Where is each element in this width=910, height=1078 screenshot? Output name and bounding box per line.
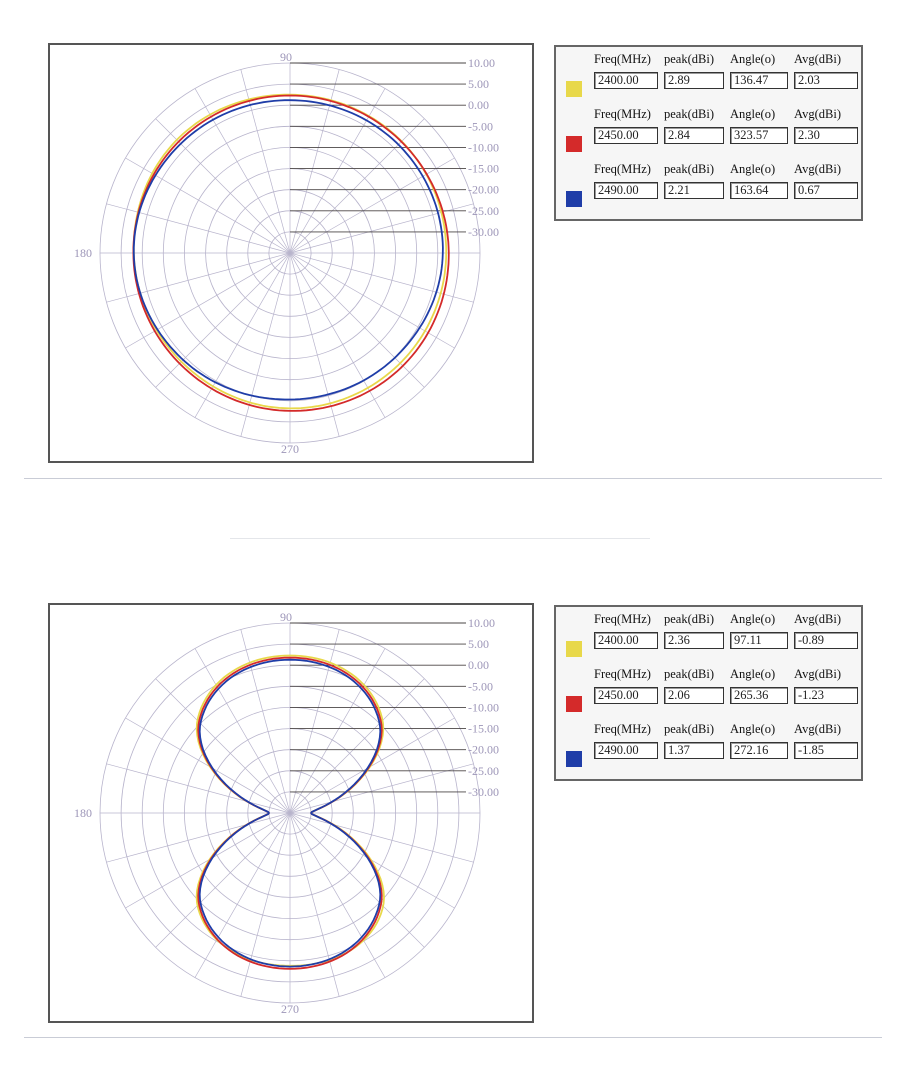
avg-value: -1.85 bbox=[794, 742, 858, 759]
r-tick-label: -25.00 bbox=[468, 203, 499, 218]
grid-spoke bbox=[156, 813, 290, 947]
freq-value: 2400.00 bbox=[594, 72, 658, 89]
r-tick-label: 10.00 bbox=[468, 56, 495, 70]
angle-value: 272.16 bbox=[730, 742, 788, 759]
avg-header: Avg(dBi) bbox=[794, 52, 841, 66]
series-color-swatch bbox=[566, 751, 582, 767]
angle-label: 270 bbox=[281, 1002, 299, 1016]
grid-spoke bbox=[290, 679, 424, 813]
freq-value: 2400.00 bbox=[594, 632, 658, 649]
freq-value: 2450.00 bbox=[594, 687, 658, 704]
peak-value: 2.21 bbox=[664, 182, 724, 199]
grid-spoke bbox=[107, 764, 291, 813]
peak-header: peak(dBi) bbox=[664, 722, 714, 736]
avg-value: 0.67 bbox=[794, 182, 858, 199]
freq-header: Freq(MHz) bbox=[594, 667, 651, 681]
freq-header: Freq(MHz) bbox=[594, 107, 651, 121]
angle-value: 136.47 bbox=[730, 72, 788, 89]
legend-header bbox=[594, 162, 864, 177]
freq-header: Freq(MHz) bbox=[594, 162, 651, 176]
angle-header: Angle(o) bbox=[730, 162, 776, 176]
peak-header: peak(dBi) bbox=[664, 667, 714, 681]
r-tick-label: -20.00 bbox=[468, 742, 499, 757]
r-tick-label: -30.00 bbox=[468, 784, 499, 799]
legend-panel-2 bbox=[554, 605, 863, 781]
angle-label: 270 bbox=[281, 442, 299, 456]
legend-group bbox=[566, 721, 855, 776]
peak-header: peak(dBi) bbox=[664, 52, 714, 66]
angle-header: Angle(o) bbox=[730, 667, 776, 681]
avg-header: Avg(dBi) bbox=[794, 667, 841, 681]
polar-plot-2 bbox=[48, 603, 534, 1023]
series-color-swatch bbox=[566, 696, 582, 712]
peak-value: 2.84 bbox=[664, 127, 724, 144]
r-tick-label: -5.00 bbox=[468, 119, 493, 134]
r-tick-label: -10.00 bbox=[468, 700, 499, 715]
peak-value: 2.36 bbox=[664, 632, 724, 649]
legend-header bbox=[594, 612, 864, 627]
angle-value: 265.36 bbox=[730, 687, 788, 704]
grid-spoke bbox=[156, 119, 290, 253]
legend-group bbox=[566, 666, 855, 721]
r-tick-label: -20.00 bbox=[468, 182, 499, 197]
angle-header: Angle(o) bbox=[730, 52, 776, 66]
series-color-swatch bbox=[566, 81, 582, 97]
r-tick-label: -10.00 bbox=[468, 140, 499, 155]
series-color-swatch bbox=[566, 641, 582, 657]
legend-group bbox=[566, 161, 855, 216]
series-color-swatch bbox=[566, 136, 582, 152]
avg-header: Avg(dBi) bbox=[794, 107, 841, 121]
legend-header bbox=[594, 722, 864, 737]
angle-label: 180 bbox=[74, 806, 92, 820]
freq-value: 2490.00 bbox=[594, 742, 658, 759]
r-tick-label: 5.00 bbox=[468, 637, 489, 652]
avg-value: -1.23 bbox=[794, 687, 858, 704]
peak-header: peak(dBi) bbox=[664, 107, 714, 121]
angle-value: 97.11 bbox=[730, 632, 788, 649]
angle-header: Angle(o) bbox=[730, 107, 776, 121]
polar-plot-1-svg bbox=[50, 45, 532, 461]
avg-header: Avg(dBi) bbox=[794, 612, 841, 626]
legend-header bbox=[594, 107, 864, 122]
r-tick-label: -5.00 bbox=[468, 679, 493, 694]
grid-spoke bbox=[107, 813, 291, 862]
r-tick-label: -25.00 bbox=[468, 763, 499, 778]
angle-label: 90 bbox=[280, 610, 292, 624]
legend-group bbox=[566, 51, 855, 106]
r-tick-label: -15.00 bbox=[468, 721, 499, 736]
freq-header: Freq(MHz) bbox=[594, 52, 651, 66]
freq-header: Freq(MHz) bbox=[594, 722, 651, 736]
grid-spoke bbox=[290, 253, 424, 387]
avg-value: -0.89 bbox=[794, 632, 858, 649]
angle-label: 90 bbox=[280, 50, 292, 64]
series-color-swatch bbox=[566, 191, 582, 207]
freq-value: 2490.00 bbox=[594, 182, 658, 199]
r-tick-label: -15.00 bbox=[468, 161, 499, 176]
legend-group bbox=[566, 611, 855, 666]
r-tick-label: 5.00 bbox=[468, 77, 489, 92]
peak-header: peak(dBi) bbox=[664, 162, 714, 176]
grid-spoke bbox=[290, 119, 424, 253]
avg-value: 2.03 bbox=[794, 72, 858, 89]
angle-header: Angle(o) bbox=[730, 722, 776, 736]
angle-value: 163.64 bbox=[730, 182, 788, 199]
peak-header: peak(dBi) bbox=[664, 612, 714, 626]
legend-header bbox=[594, 667, 864, 682]
angle-header: Angle(o) bbox=[730, 612, 776, 626]
legend-header bbox=[594, 52, 864, 67]
section-divider bbox=[24, 1037, 882, 1038]
peak-value: 2.89 bbox=[664, 72, 724, 89]
section-divider bbox=[24, 478, 882, 479]
legend-panel-1 bbox=[554, 45, 863, 221]
grid-spoke bbox=[290, 813, 474, 862]
peak-value: 1.37 bbox=[664, 742, 724, 759]
avg-header: Avg(dBi) bbox=[794, 162, 841, 176]
polar-plot-2-svg bbox=[50, 605, 532, 1021]
polar-plot-1 bbox=[48, 43, 534, 463]
grid-spoke bbox=[156, 253, 290, 387]
freq-header: Freq(MHz) bbox=[594, 612, 651, 626]
r-tick-label: -30.00 bbox=[468, 224, 499, 239]
freq-value: 2450.00 bbox=[594, 127, 658, 144]
legend-group bbox=[566, 106, 855, 161]
section-divider bbox=[230, 538, 650, 539]
peak-value: 2.06 bbox=[664, 687, 724, 704]
avg-header: Avg(dBi) bbox=[794, 722, 841, 736]
grid-spoke bbox=[156, 679, 290, 813]
angle-value: 323.57 bbox=[730, 127, 788, 144]
r-tick-label: 0.00 bbox=[468, 98, 489, 113]
r-tick-label: 0.00 bbox=[468, 658, 489, 673]
r-tick-label: 10.00 bbox=[468, 616, 495, 630]
angle-label: 180 bbox=[74, 246, 92, 260]
grid-spoke bbox=[290, 813, 424, 947]
avg-value: 2.30 bbox=[794, 127, 858, 144]
